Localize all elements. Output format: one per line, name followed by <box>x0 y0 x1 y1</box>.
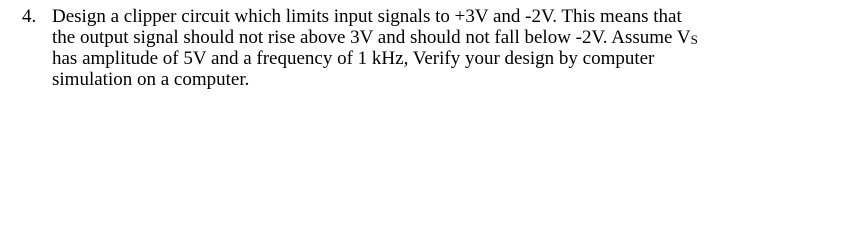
problem-line-4 <box>22 69 852 90</box>
problem-line-1 <box>22 6 852 27</box>
problem-text-line-3: has amplitude of 5V and a frequency of 1 kHz, Verify your design by computer <box>52 48 655 69</box>
problem-text-line-2: the output signal should not rise above 3V and should not fall below -2V. Assume V <box>52 27 691 48</box>
problem-line-3 <box>22 48 852 69</box>
problem-line-2 <box>22 27 852 48</box>
problem-text-line-1: Design a clipper circuit which limits input signals to +3V and -2V. This means that <box>52 6 682 27</box>
problem-4 <box>22 6 852 90</box>
problem-number: 4. <box>22 6 37 27</box>
problem-text-line-4: simulation on a computer. <box>52 69 250 90</box>
vs-subscript: S <box>690 32 698 47</box>
